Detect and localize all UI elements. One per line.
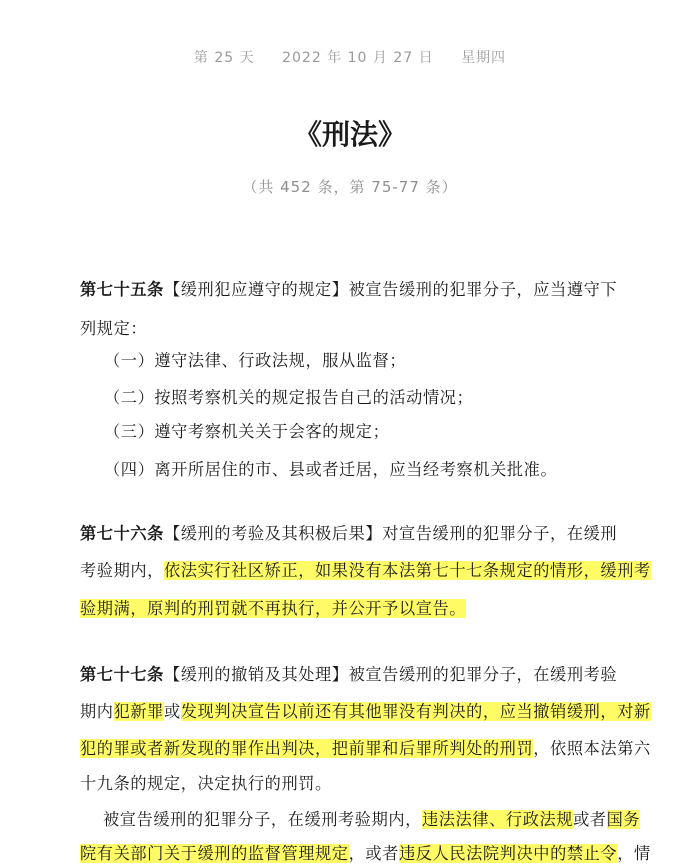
- article-76-label: 第七十六条: [80, 524, 164, 543]
- article-76-line-2: [80, 557, 651, 581]
- article-75-text: 被宣告缓刑的犯罪分子，应当遵守下: [348, 280, 618, 299]
- highlighted-text: 依法实行社区矫正，如果没有本法第七十七条规定的情形，缓刑考: [163, 561, 651, 580]
- article-75-item-3: （三）遵守考察机关关于会客的规定；: [104, 422, 390, 441]
- highlighted-text: 发现判决宣告以前还有其他罪没有判决的，应当撤销缓刑，对新: [180, 702, 651, 721]
- article-75-line-2: 列规定：: [80, 319, 148, 338]
- article-76-line-1: [80, 520, 617, 544]
- article-76-heading: 【缓刑的考验及其积极后果】: [163, 524, 383, 543]
- highlighted-text: 违法法律、行政法规: [421, 810, 574, 829]
- highlighted-text: 违反人民法院判决中的禁止令: [398, 844, 618, 863]
- article-77-heading: 【缓刑的撤销及其处理】: [163, 665, 349, 684]
- day-count: 第 25 天: [193, 50, 255, 66]
- highlighted-text: 验期满，原判的刑罚就不再执行，并公开予以宣告。: [80, 599, 467, 618]
- article-75-item-4: （四）离开所居住的市、县或者迁居，应当经考察机关批准。: [104, 460, 558, 479]
- article-77-text-plain: 或者: [573, 810, 607, 829]
- article-77-line-3: [80, 735, 651, 759]
- article-77-line-2: [80, 698, 651, 722]
- article-75-heading: 【缓刑犯应遵守的规定】: [163, 280, 349, 299]
- article-77-text-plain: 或: [163, 702, 181, 721]
- article-76-text: 对宣告缓刑的犯罪分子，在缓刑: [382, 524, 618, 543]
- article-75-label: 第七十五条: [80, 280, 164, 299]
- page-subtitle: （共 452 条，第 75-77 条）: [242, 178, 458, 196]
- article-76-text-plain: 考验期内，: [80, 561, 164, 580]
- highlighted-text: 国务: [606, 810, 641, 829]
- date-header: [0, 47, 700, 67]
- article-77-para2-line-2: [80, 840, 651, 864]
- article-77-line-4: 十九条的规定，决定执行的刑罚。: [80, 774, 332, 793]
- article-77-text: 被宣告缓刑的犯罪分子，在缓刑考验: [348, 665, 618, 684]
- article-77-para2-line-1: [103, 806, 640, 830]
- page-title: 《刑法》: [293, 118, 406, 151]
- article-77-text-plain: ，情: [617, 844, 651, 863]
- article-75-line-1: [80, 276, 617, 300]
- article-77-text-plain: 期内: [80, 702, 114, 721]
- highlighted-text: 院有关部门关于缓刑的监督管理规定: [80, 844, 349, 863]
- article-75-item-2: （二）按照考察机关的规定报告自己的活动情况；: [104, 388, 474, 407]
- article-76-line-3: [80, 595, 466, 619]
- article-77-text-plain: ，或者: [348, 844, 399, 863]
- highlighted-text: 犯新罪: [113, 702, 164, 721]
- date: 2022 年 10 月 27 日: [282, 50, 434, 66]
- article-77-label: 第七十七条: [80, 665, 164, 684]
- weekday: 星期四: [461, 50, 507, 66]
- article-77-text-plain: ，依照本法第六: [533, 739, 651, 758]
- article-77-line-1: [80, 661, 617, 685]
- article-77-text-plain: 被宣告缓刑的犯罪分子，在缓刑考验期内，: [103, 810, 422, 829]
- highlighted-text: 犯的罪或者新发现的罪作出判决，把前罪和后罪所判处的刑罚: [80, 739, 534, 758]
- article-75-item-1: （一）遵守法律、行政法规，服从监督；: [104, 351, 407, 370]
